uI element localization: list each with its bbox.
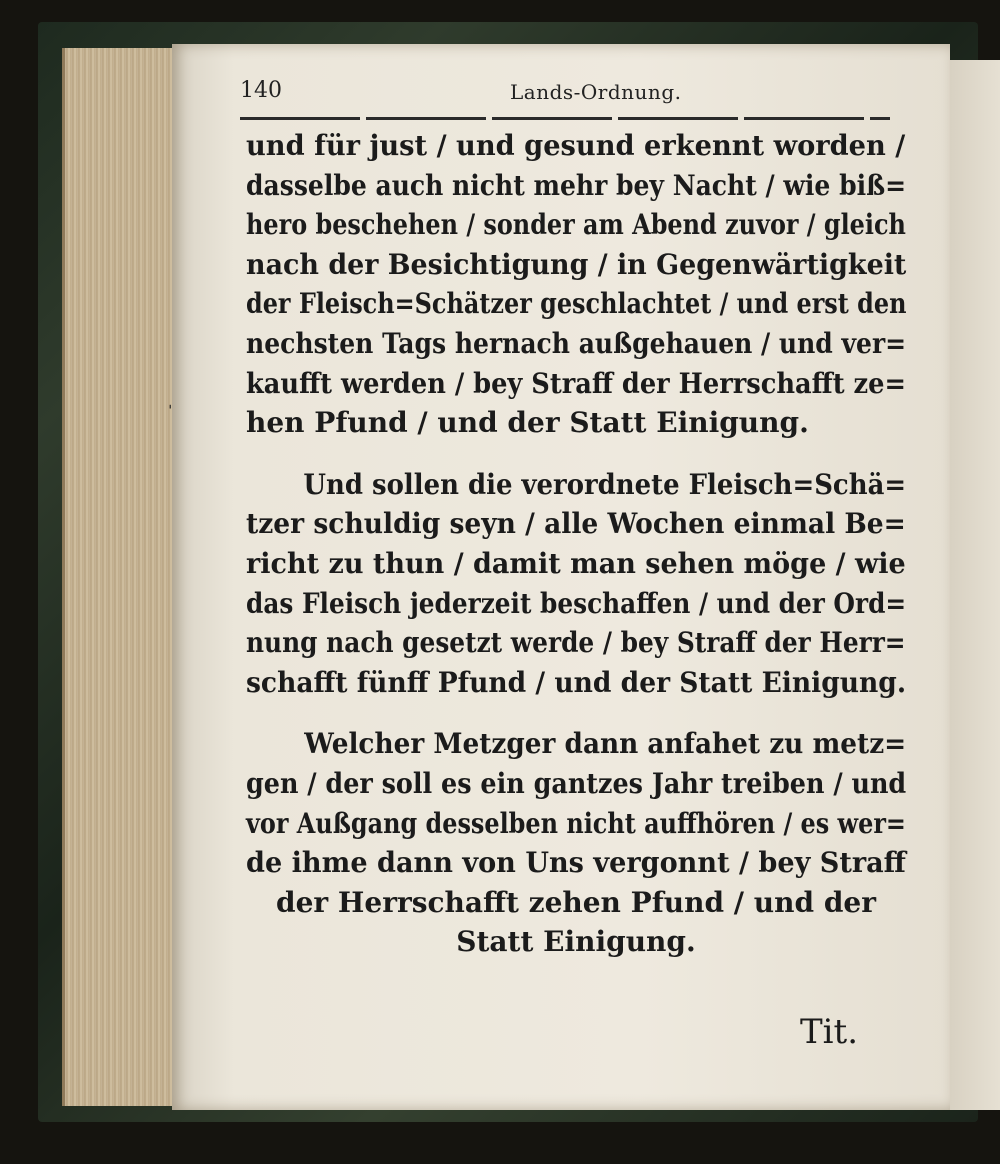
text-line: gen / der soll es ein gantzes Jahr treiben / und [246,766,907,800]
text-line: hen Pfund / und der Statt Einigung. [246,406,809,440]
text-line: richt zu thun / damit man sehen möge / wie [246,546,906,580]
text-line: Und sollen die verordnete Fleisch=Schä= [303,467,907,501]
text-line: schafft fünff Pfund / und der Statt Einigung. [246,665,907,699]
text-line: Welcher Metzger dann anfahet zu metz= [304,727,907,761]
text-line: vor Außgang desselben nicht auffhören / es wer= [246,806,906,840]
text-line: hero beschehen / sonder am Abend zuvor / gleich [246,208,906,242]
text-line: nung nach gesetzt werde / bey Straff der Herr= [246,626,906,660]
facing-page-edge [950,60,1000,1110]
text-line: nechsten Tags hernach außgehauen / und ver= [246,326,907,360]
text-line: das Fleisch jederzeit beschaffen / und der Ord= [246,586,907,620]
text-line: und für just / und gesund erkennt worden / [246,129,906,162]
catchword: Tit. [800,1012,859,1052]
text-line: kaufft werden / bey Straff der Herrschafft ze= [246,366,906,400]
body-text [246,126,906,962]
page-number: 140 [240,78,282,103]
header-rule [240,117,890,120]
page-edges [62,48,183,1106]
text-line: tzer schuldig seyn / alle Wochen einmal Be= [246,507,906,541]
text-line: der Herrschafft zehen Pfund / und der [276,885,876,919]
page-header [240,78,890,108]
text-line: Statt Einigung. [456,925,696,959]
paragraph-3 [246,724,906,962]
text-line: der Fleisch=Schätzer geschlachtet / und erst den [246,287,907,321]
text-line: de ihme dann von Uns vergonnt / bey Straff [246,846,906,880]
paragraph-2 [246,465,906,703]
running-title: Lands-Ordnung. [510,80,682,104]
gutter-mark: ˈ [168,402,173,421]
text-line: dasselbe auch nicht mehr bey Nacht / wie biß= [246,168,907,202]
text-line: nach der Besichtigung / in Gegenwärtigkeit [246,247,907,281]
paragraph-1 [246,126,906,443]
